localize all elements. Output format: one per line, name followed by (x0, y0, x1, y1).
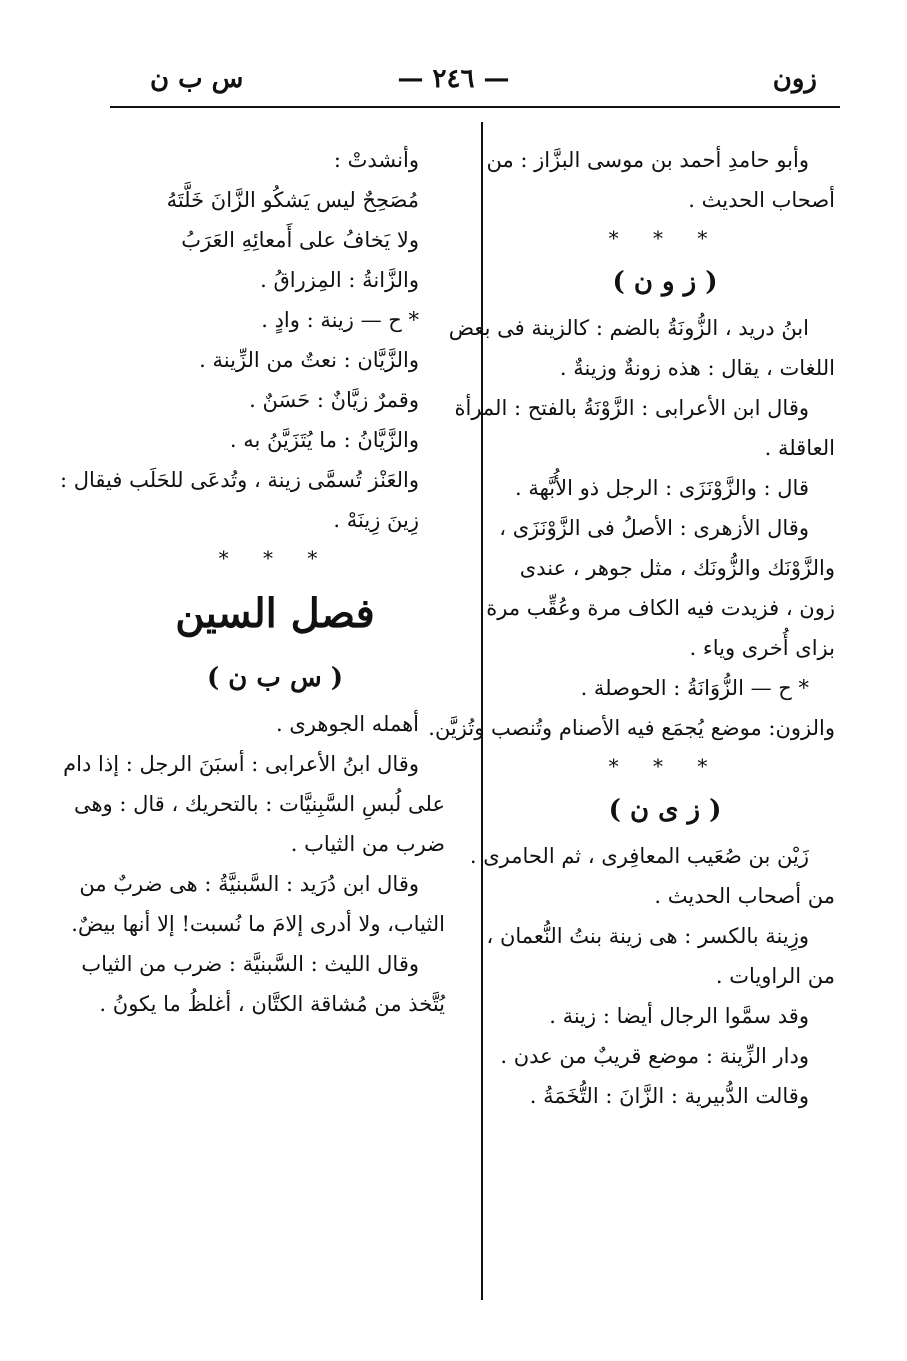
text-line: ودار الزِّينة : موضع قريبٌ من عدن . (500, 1044, 809, 1068)
text-line: ابنُ دريد ، الزُّونَةُ بالضم : كالزينة فى بعض (448, 316, 809, 340)
running-head-root: زون (772, 64, 817, 94)
text-line: مُصَحِحٌ ليس يَشكُو الزَّانَ خَلَّتَهُ (166, 188, 419, 212)
header-rule (110, 106, 840, 108)
text-line: * ح — زينة : وادٍ . (261, 308, 419, 332)
text-line: والزَّوْنَك والزُّونَك ، مثل جوهر ، عندى (519, 556, 835, 580)
text-line: وزِينة بالكسر : هى زينة بنتُ النُّعمان ، (486, 924, 809, 948)
text-line: على لُبسِ السَّبِنيَّات : بالتحريك ، قال : وهى (73, 792, 445, 816)
entry-separator: * * * (218, 546, 332, 570)
entry-heading: ( ز و ن ) (612, 267, 718, 297)
entry-separator: * * * (608, 226, 722, 250)
text-line: وقال ابنُ الأعرابى : أسبَنَ الرجل : إذا دام (63, 752, 419, 776)
text-line: قال : والزَّوْنَزَى : الرجل ذو الأُبَّهة . (514, 476, 809, 500)
entry-heading: ( ز ى ن ) (608, 795, 722, 825)
text-line: وأنشدتْ : (333, 148, 419, 172)
right-column (428, 140, 835, 1116)
text-line: يُتَّخذ من مُشاقة الكتَّان ، أغلظُ ما يكونُ . (99, 992, 445, 1016)
text-line: وقال ابن دُرَيد : السَّبنيَّةُ : هى ضربٌ من (79, 872, 419, 896)
text-line: العاقلة . (764, 436, 835, 460)
text-line: والزَّانةُ : المِزراقُ . (260, 268, 419, 292)
running-head-root-left: س ب ن (150, 64, 244, 94)
text-line: والزَّيَّانُ : ما يُتَزَيَّنُ به . (229, 428, 419, 452)
text-line: وقال الليث : السَّبنيَّة : ضرب من الثياب (81, 952, 419, 976)
text-line: وأبو حامدِ أحمد بن موسى البزَّاز : من (486, 148, 809, 172)
text-line: * ح — الزُّوَانَةُ : الحوصلة . (580, 676, 809, 700)
text-line: وقال ابن الأعرابى : الزَّوْنَةُ بالفتح : المرأة (454, 396, 809, 420)
text-line: والزَّيَّان : نعتٌ من الزِّينة . (199, 348, 419, 372)
entry-heading: ( س ب ن ) (206, 663, 344, 693)
section-title: فصل السين (175, 590, 375, 637)
text-line: زَيْن بن صُعَيب المعافِرى ، ثم الحامرى . (469, 844, 809, 868)
text-line: وقد سمَّوا الرجال أيضا : زينة . (549, 1004, 809, 1028)
text-line: ضرب من الثياب . (290, 832, 445, 856)
text-line: وقالت الدُّبيرية : الزَّانَ : التُّخَمَةُ . (529, 1084, 809, 1108)
text-line: أصحاب الحديث . (688, 188, 835, 212)
text-line: والزون: موضع يُجمَع فيه الأصنام وتُنصب وتُزيَّن. (428, 716, 835, 740)
text-line: ولا يَخافُ على أَمعائِهِ العَرَبُ (181, 228, 419, 252)
page-number: — ٢٤٦ — (397, 64, 510, 94)
text-line: وقال الأزهرى : الأصلُ فى الزَّوْنَزَى ، (499, 516, 809, 540)
text-line: اللغات ، يقال : هذه زونةٌ وزينةٌ . (559, 356, 835, 380)
text-line: والعَنْز تُسمَّى زينة ، وتُدعَى للحَلَب فيقال : (60, 468, 419, 492)
text-line: وقمرٌ زيَّانٌ : حَسَنٌ . (249, 388, 419, 412)
text-line: من أصحاب الحديث . (654, 884, 835, 908)
text-line: من الراويات . (715, 964, 835, 988)
entry-separator: * * * (608, 754, 722, 778)
text-line: الثياب، ولا أدرى إلامَ ما نُسبت! إلا أنها بيضٌ. (71, 912, 445, 936)
text-line: زون ، فزيدت فيه الكاف مرة وعُقِّب مرة (486, 596, 835, 620)
text-line: أهمله الجوهرى . (275, 712, 419, 736)
text-line: بزاى أُخرى وياء . (689, 636, 835, 660)
left-column (60, 140, 445, 1024)
text-line: زِينَ زِينَهْ . (333, 508, 419, 532)
